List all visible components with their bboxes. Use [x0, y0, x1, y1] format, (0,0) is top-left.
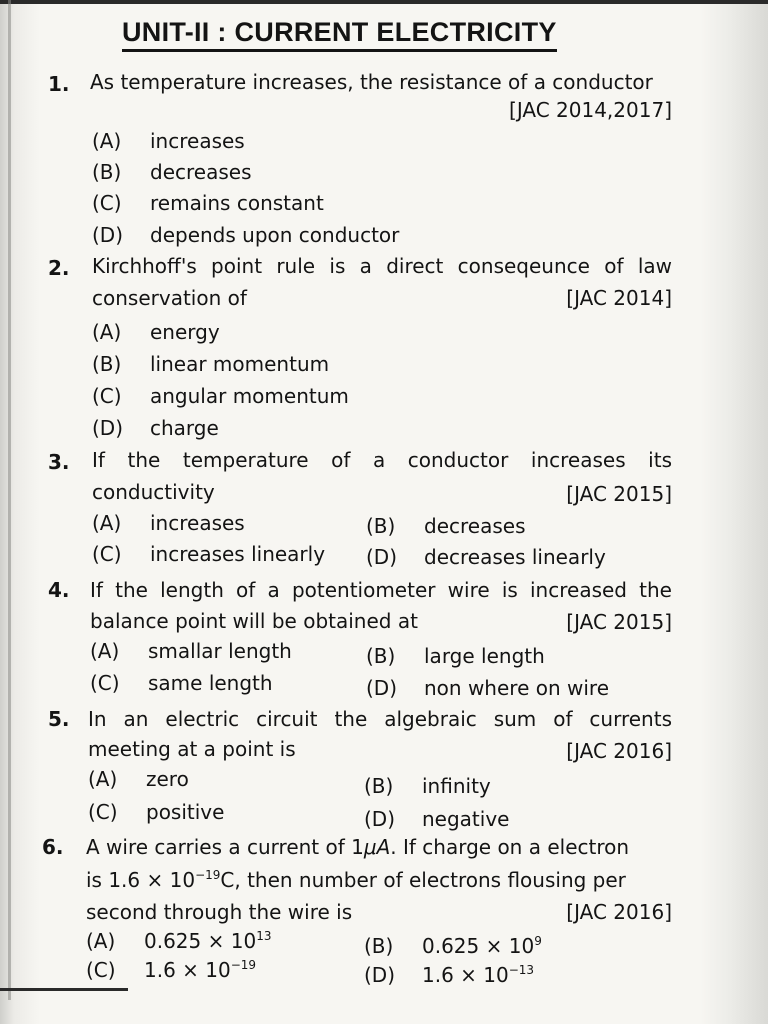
exam-tag: [JAC 2014] [566, 286, 672, 310]
option [92, 509, 245, 537]
question-text-part: is 1.6 × 10 [86, 868, 196, 892]
option-text: 1.6 × 10 [422, 963, 509, 987]
question-number: 2. [48, 256, 70, 280]
top-rule [0, 0, 768, 4]
exponent: 9 [534, 934, 542, 948]
option-text: 0.625 × 10 [422, 934, 535, 958]
question-text [86, 866, 626, 894]
option-label: (B) [366, 514, 396, 538]
option-text: negative [422, 807, 510, 831]
question-text: As temperature increases, the resistance of a conductor [90, 70, 653, 94]
exponent: −19 [230, 958, 257, 972]
option-text: energy [150, 320, 220, 344]
option [366, 674, 609, 702]
option [88, 765, 189, 793]
option-text: angular momentum [150, 384, 349, 408]
current-unit: μA [363, 835, 391, 859]
question-text: balance point will be obtained at [90, 609, 418, 633]
option-text: large length [424, 644, 545, 668]
exam-tag: [JAC 2015] [566, 482, 672, 506]
page-edge-shadow [8, 0, 11, 1000]
exponent: 13 [256, 929, 272, 943]
question-text: conservation of [92, 286, 247, 310]
page-title: UNIT-II : CURRENT ELECTRICITY [122, 16, 557, 52]
option [92, 414, 219, 442]
option-text: increases [150, 129, 245, 153]
question-number: 6. [42, 835, 64, 859]
question-number: 5. [48, 707, 70, 731]
option-label: (D) [366, 545, 398, 569]
exam-tag: [JAC 2016] [566, 900, 672, 924]
option-text: smallar length [148, 639, 292, 663]
exponent: −19 [195, 868, 221, 882]
option-label: (D) [364, 963, 396, 987]
option-text: increases [150, 511, 245, 535]
exam-tag: [JAC 2015] [566, 610, 672, 634]
option-text: infinity [422, 774, 491, 798]
option-label: (A) [88, 767, 118, 791]
option-label: (A) [92, 129, 122, 153]
option [92, 318, 220, 346]
option-label: (C) [92, 542, 122, 566]
option [364, 961, 534, 989]
option [92, 158, 251, 186]
question-text: In an electric circuit the algebraic sum of currents [88, 707, 672, 731]
question-number: 3. [48, 450, 70, 474]
option-label: (B) [92, 160, 122, 184]
option-label: (B) [364, 934, 394, 958]
option [364, 772, 491, 800]
exam-tag: [JAC 2014,2017] [509, 98, 672, 122]
option-text: charge [150, 416, 219, 440]
option [92, 350, 329, 378]
option-text: same length [148, 671, 273, 695]
question-text-part: . If charge on a electron [390, 835, 630, 859]
option-text: non where on wire [424, 676, 609, 700]
option-label: (B) [92, 352, 122, 376]
question-text: conductivity [92, 480, 215, 504]
option [366, 543, 606, 571]
question-text-part: A wire carries a current of 1 [86, 835, 364, 859]
option [92, 189, 324, 217]
question-text: If the temperature of a conductor increases its [92, 448, 672, 472]
option-text: 0.625 × 10 [144, 929, 257, 953]
option [92, 127, 245, 155]
option-text: increases linearly [150, 542, 326, 566]
option-label: (C) [92, 384, 122, 408]
option [366, 642, 545, 670]
option-label: (A) [90, 639, 120, 663]
option [86, 956, 256, 984]
option-label: (B) [366, 644, 396, 668]
option-text: decreases [424, 514, 526, 538]
question-text: If the length of a potentiometer wire is increased the [90, 578, 672, 602]
option-label: (C) [88, 800, 118, 824]
option-label: (A) [92, 320, 122, 344]
option [92, 221, 399, 249]
question-number: 4. [48, 578, 70, 602]
question-text [86, 833, 674, 861]
bottom-rule [0, 988, 128, 991]
option [366, 512, 525, 540]
option-label: (D) [364, 807, 396, 831]
question-number: 1. [48, 72, 70, 96]
option [364, 805, 509, 833]
question-text: second through the wire is [86, 900, 353, 924]
option-label: (B) [364, 774, 394, 798]
option-label: (A) [86, 929, 116, 953]
option-text: depends upon conductor [150, 223, 400, 247]
exponent: −13 [508, 963, 535, 977]
question-text-part: C, then number of electrons flousing per [220, 868, 626, 892]
option-label: (A) [92, 511, 122, 535]
option-text: decreases linearly [424, 545, 606, 569]
option [364, 932, 542, 960]
option [86, 927, 271, 955]
option [92, 540, 325, 568]
option-label: (C) [92, 191, 122, 215]
option-label: (D) [92, 223, 124, 247]
exam-tag: [JAC 2016] [566, 739, 672, 763]
option-text: zero [146, 767, 189, 791]
option-text: decreases [150, 160, 252, 184]
option-label: (D) [92, 416, 124, 440]
option-text: 1.6 × 10 [144, 958, 231, 982]
option-text: remains constant [150, 191, 324, 215]
option [90, 669, 273, 697]
option-label: (D) [366, 676, 398, 700]
option [88, 798, 224, 826]
option [92, 382, 349, 410]
option-text: linear momentum [150, 352, 330, 376]
option-text: positive [146, 800, 225, 824]
option-label: (C) [86, 958, 116, 982]
question-text: Kirchhoff's point rule is a direct conseqeunce of law [92, 254, 672, 278]
option [90, 637, 292, 665]
option-label: (C) [90, 671, 120, 695]
question-text: meeting at a point is [88, 737, 296, 761]
